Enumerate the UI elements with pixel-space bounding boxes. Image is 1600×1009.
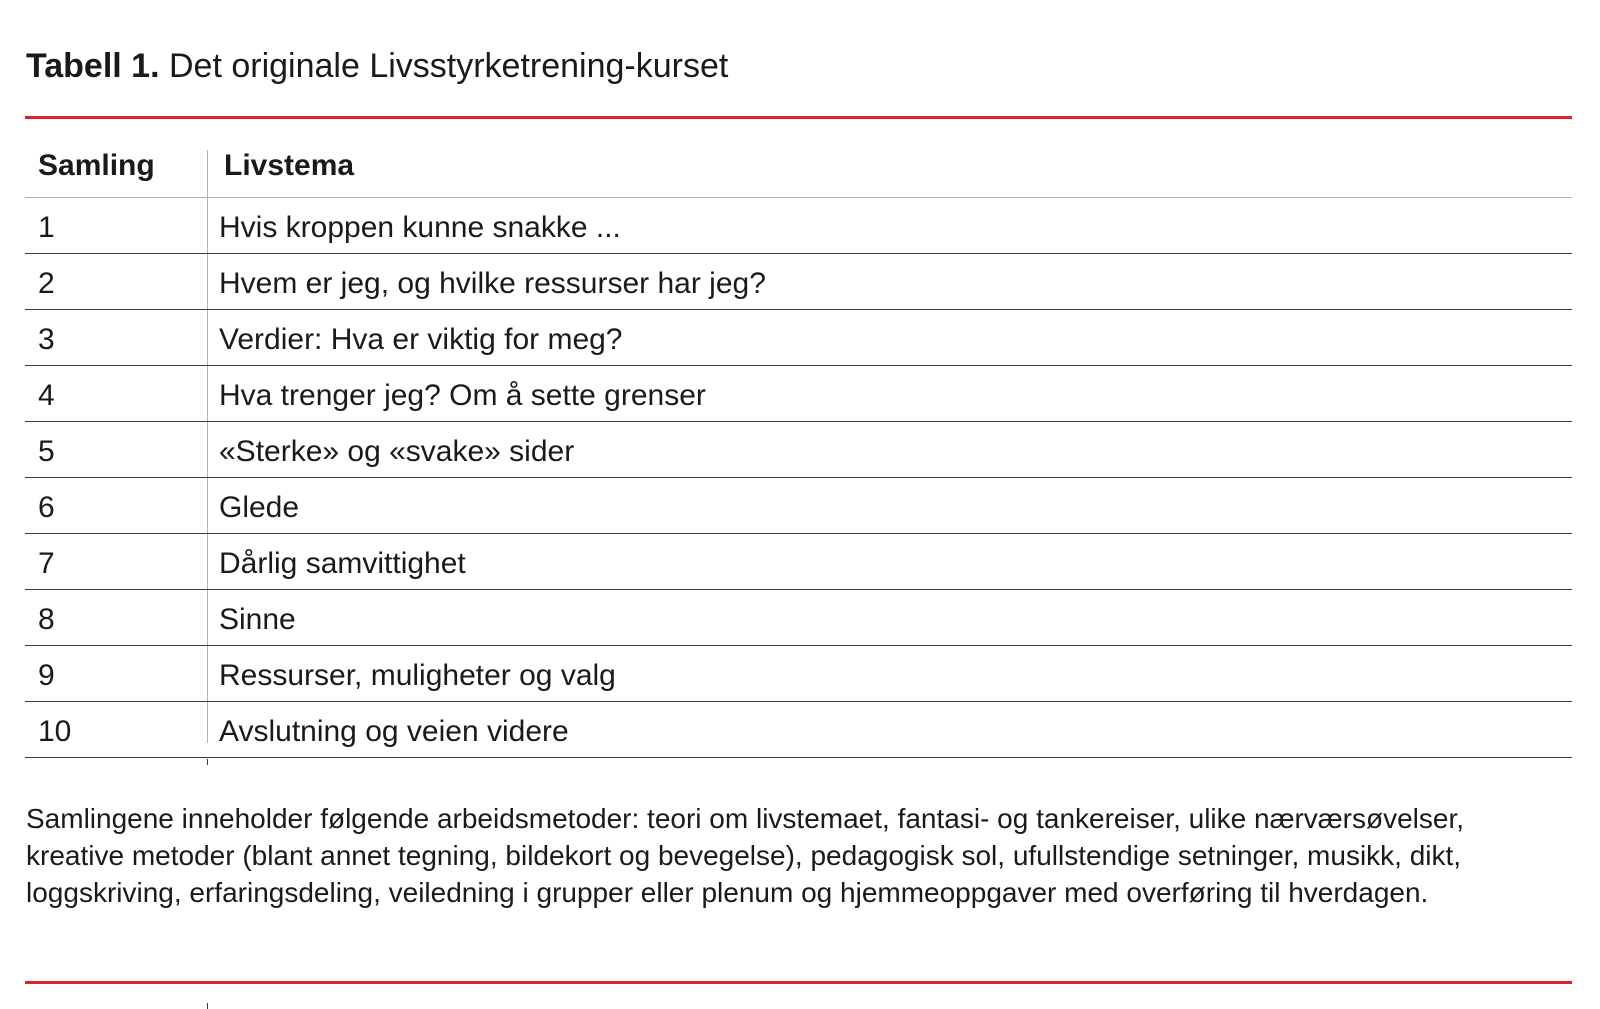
cell-samling: 7	[38, 547, 55, 580]
cell-livstema: Verdier: Hva er viktig for meg?	[219, 323, 623, 356]
top-red-rule	[25, 116, 1572, 119]
table-row	[25, 478, 1572, 534]
cell-livstema: Hva trenger jeg? Om å sette grenser	[219, 379, 706, 412]
table-row	[25, 534, 1572, 590]
cell-livstema: Hvem er jeg, og hvilke ressurser har jeg?	[219, 267, 766, 300]
table-row	[25, 366, 1572, 422]
table-footnote: Samlingene inneholder følgende arbeidsmetoder: teori om livstemaet, fantasi- og tankereiser, ulike nærværsøvelser, kreative metoder (blant annet tegning, bildekort og bevegelse), pedagogisk sol, ufullstendige setninger, musikk, dikt, loggskriving, erfaringsdeling, veiledning i grupper eller plenum og hjemmeoppgaver med overføring til hverdagen.	[26, 803, 1465, 908]
cell-samling: 10	[38, 715, 72, 748]
header-samling: Samling	[38, 149, 155, 182]
cell-livstema: Sinne	[219, 603, 296, 636]
cell-livstema: Hvis kroppen kunne snakke ...	[219, 211, 621, 244]
table-body	[25, 198, 1572, 758]
cell-samling: 5	[38, 435, 55, 468]
cell-livstema: «Sterke» og «svake» sider	[219, 435, 575, 468]
table-row	[25, 254, 1572, 310]
table-row	[25, 422, 1572, 478]
cell-livstema: Avslutning og veien videre	[219, 715, 569, 748]
bottom-tick	[207, 1003, 208, 1009]
cell-samling: 4	[38, 379, 55, 412]
caption-label: Tabell 1.	[26, 47, 160, 85]
table-row	[25, 310, 1572, 366]
table-row	[25, 590, 1572, 646]
cell-samling: 1	[38, 211, 55, 244]
table-caption	[26, 46, 728, 86]
bottom-red-rule	[25, 981, 1572, 984]
cell-samling: 8	[38, 603, 55, 636]
table-row	[25, 198, 1572, 254]
cell-livstema: Ressurser, muligheter og valg	[219, 659, 616, 692]
table-row	[25, 702, 1572, 758]
course-table	[25, 140, 1572, 758]
cell-livstema: Glede	[219, 491, 300, 524]
cell-samling: 6	[38, 491, 55, 524]
cell-samling: 2	[38, 267, 55, 300]
table-end-tick	[207, 759, 208, 765]
header-livstema: Livstema	[224, 149, 355, 182]
table-header-row	[25, 140, 1572, 198]
cell-samling: 3	[38, 323, 55, 356]
caption-text: Det originale Livsstyrketrening-kurset	[168, 47, 729, 85]
table-row	[25, 646, 1572, 702]
cell-livstema: Dårlig samvittighet	[219, 547, 466, 580]
cell-samling: 9	[38, 659, 55, 692]
